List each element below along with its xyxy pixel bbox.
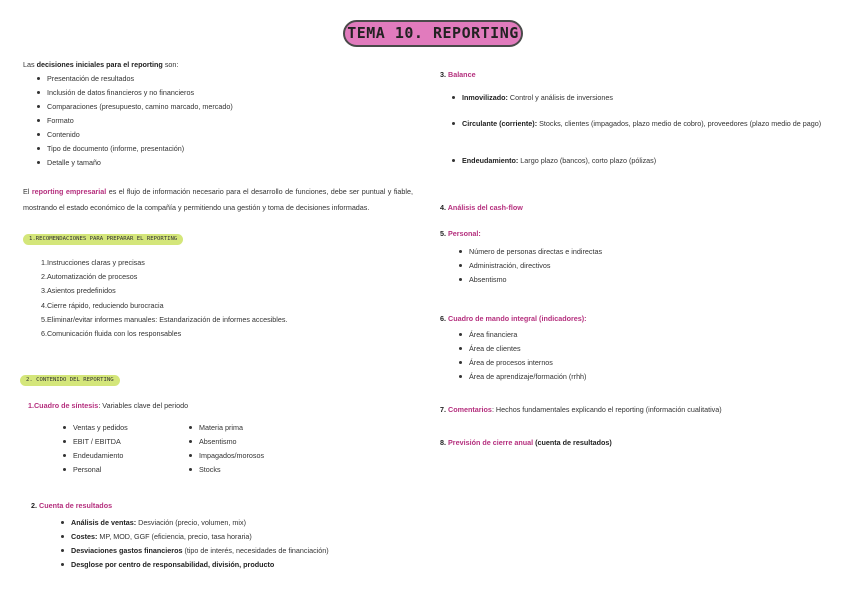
cashflow-heading: 4. Análisis del cash-flow	[440, 203, 523, 212]
list-item: 2.Automatización de procesos	[41, 272, 138, 282]
list-item: Absentismo	[469, 275, 602, 289]
list-item: Contenido	[47, 130, 233, 144]
list-item: Inclusión de datos financieros y no financieros	[47, 88, 233, 102]
list-item: Área de aprendizaje/formación (rrhh)	[469, 372, 586, 386]
cmi-list	[469, 330, 586, 386]
bullet-icon	[452, 122, 455, 125]
prevision-heading: 8. Previsión de cierre anual (cuenta de resultados)	[440, 438, 612, 447]
cuenta-heading: 2. Cuenta de resultados	[31, 501, 113, 510]
list-item: 4.Cierre rápido, reduciendo burocracia	[41, 300, 164, 310]
list-item: Detalle y tamaño	[47, 158, 233, 172]
list-item: EBIT / EBITDA	[73, 437, 128, 451]
sintesis-list-col1	[73, 423, 128, 479]
balance-item-circulante: Circulante (corriente): Stocks, clientes (impagados, plazo medio de cobro), proveedores (plazo medio de pago)	[462, 116, 828, 132]
list-item: Absentismo	[199, 437, 264, 451]
bullet-icon	[452, 159, 455, 162]
list-item: Área de clientes	[469, 344, 586, 358]
list-item: Área de procesos internos	[469, 358, 586, 372]
list-item: Stocks	[199, 465, 264, 479]
title-banner	[343, 20, 523, 47]
list-item: Administración, directivos	[469, 261, 602, 275]
definition-paragraph: El reporting empresarial es el flujo de información necesario para el desarrollo de funciones, debe ser puntual y fiable, mostrando el estado económico de la compañía y permitiendo una gestión y toma de decisiones informadas.	[23, 187, 413, 212]
list-item: Número de personas directas e indirectas	[469, 247, 602, 261]
list-item: Personal	[73, 465, 128, 479]
list-item: Ventas y pedidos	[73, 423, 128, 437]
list-item: Materia prima	[199, 423, 264, 437]
list-item: Comparaciones (presupuesto, camino marcado, mercado)	[47, 102, 233, 116]
list-item: Desviaciones gastos financieros (tipo de interés, necesidades de financiación)	[71, 546, 329, 560]
balance-item-inmovilizado: Inmovilizado: Control y análisis de inversiones	[462, 93, 828, 102]
personal-heading: 5. Personal:	[440, 229, 481, 238]
recomendaciones-list	[41, 258, 287, 343]
list-item: Endeudamiento	[73, 451, 128, 465]
list-item: Impagados/morosos	[199, 451, 264, 465]
list-item: 1.Instrucciones claras y precisas	[41, 258, 145, 267]
list-item: Tipo de documento (informe, presentación)	[47, 144, 233, 158]
cmi-heading: 6. Cuadro de mando integral (indicadores):	[440, 314, 587, 323]
cuenta-list	[71, 518, 329, 574]
list-item: Presentación de resultados	[47, 74, 233, 88]
balance-item-endeudamiento: Endeudamiento: Largo plazo (bancos), corto plazo (pólizas)	[462, 156, 828, 165]
sintesis-heading: 1.Cuadro de síntesis: Variables clave del periodo	[28, 401, 189, 410]
list-item: Análisis de ventas: Desviación (precio, volumen, mix)	[71, 518, 329, 532]
section-tag-contenido: 2. CONTENIDO DEL REPORTING	[20, 375, 120, 386]
page-title: TEMA 10. REPORTING	[347, 24, 519, 43]
list-item: 6.Comunicación fluida con los responsables	[41, 328, 182, 338]
list-item: Desglose por centro de responsabilidad, división, producto	[71, 560, 329, 574]
list-item: Área financiera	[469, 330, 586, 344]
list-item: 5.Eliminar/evitar informes manuales: Estandarización de informes accesibles.	[41, 314, 288, 324]
list-item: 3.Asientos predefinidos	[41, 286, 116, 296]
sintesis-list-col2	[199, 423, 264, 479]
intro-list	[47, 74, 233, 172]
definition-highlight: reporting empresarial	[31, 187, 107, 196]
comentarios-heading: 7. Comentarios: Hechos fundamentales explicando el reporting (información cualitativa)	[440, 405, 722, 414]
balance-heading: 3. Balance	[440, 70, 476, 79]
personal-list	[469, 247, 602, 289]
bullet-icon	[452, 96, 455, 99]
list-item: Formato	[47, 116, 233, 130]
intro-heading: Las decisiones iniciales para el reporting son:	[23, 60, 179, 69]
list-item: Costes: MP, MOD, GGF (eficiencia, precio, tasa horaria)	[71, 532, 329, 546]
section-tag-recomendaciones: 1.RECOMENDACIONES PARA PREPARAR EL REPORTING	[23, 234, 183, 245]
